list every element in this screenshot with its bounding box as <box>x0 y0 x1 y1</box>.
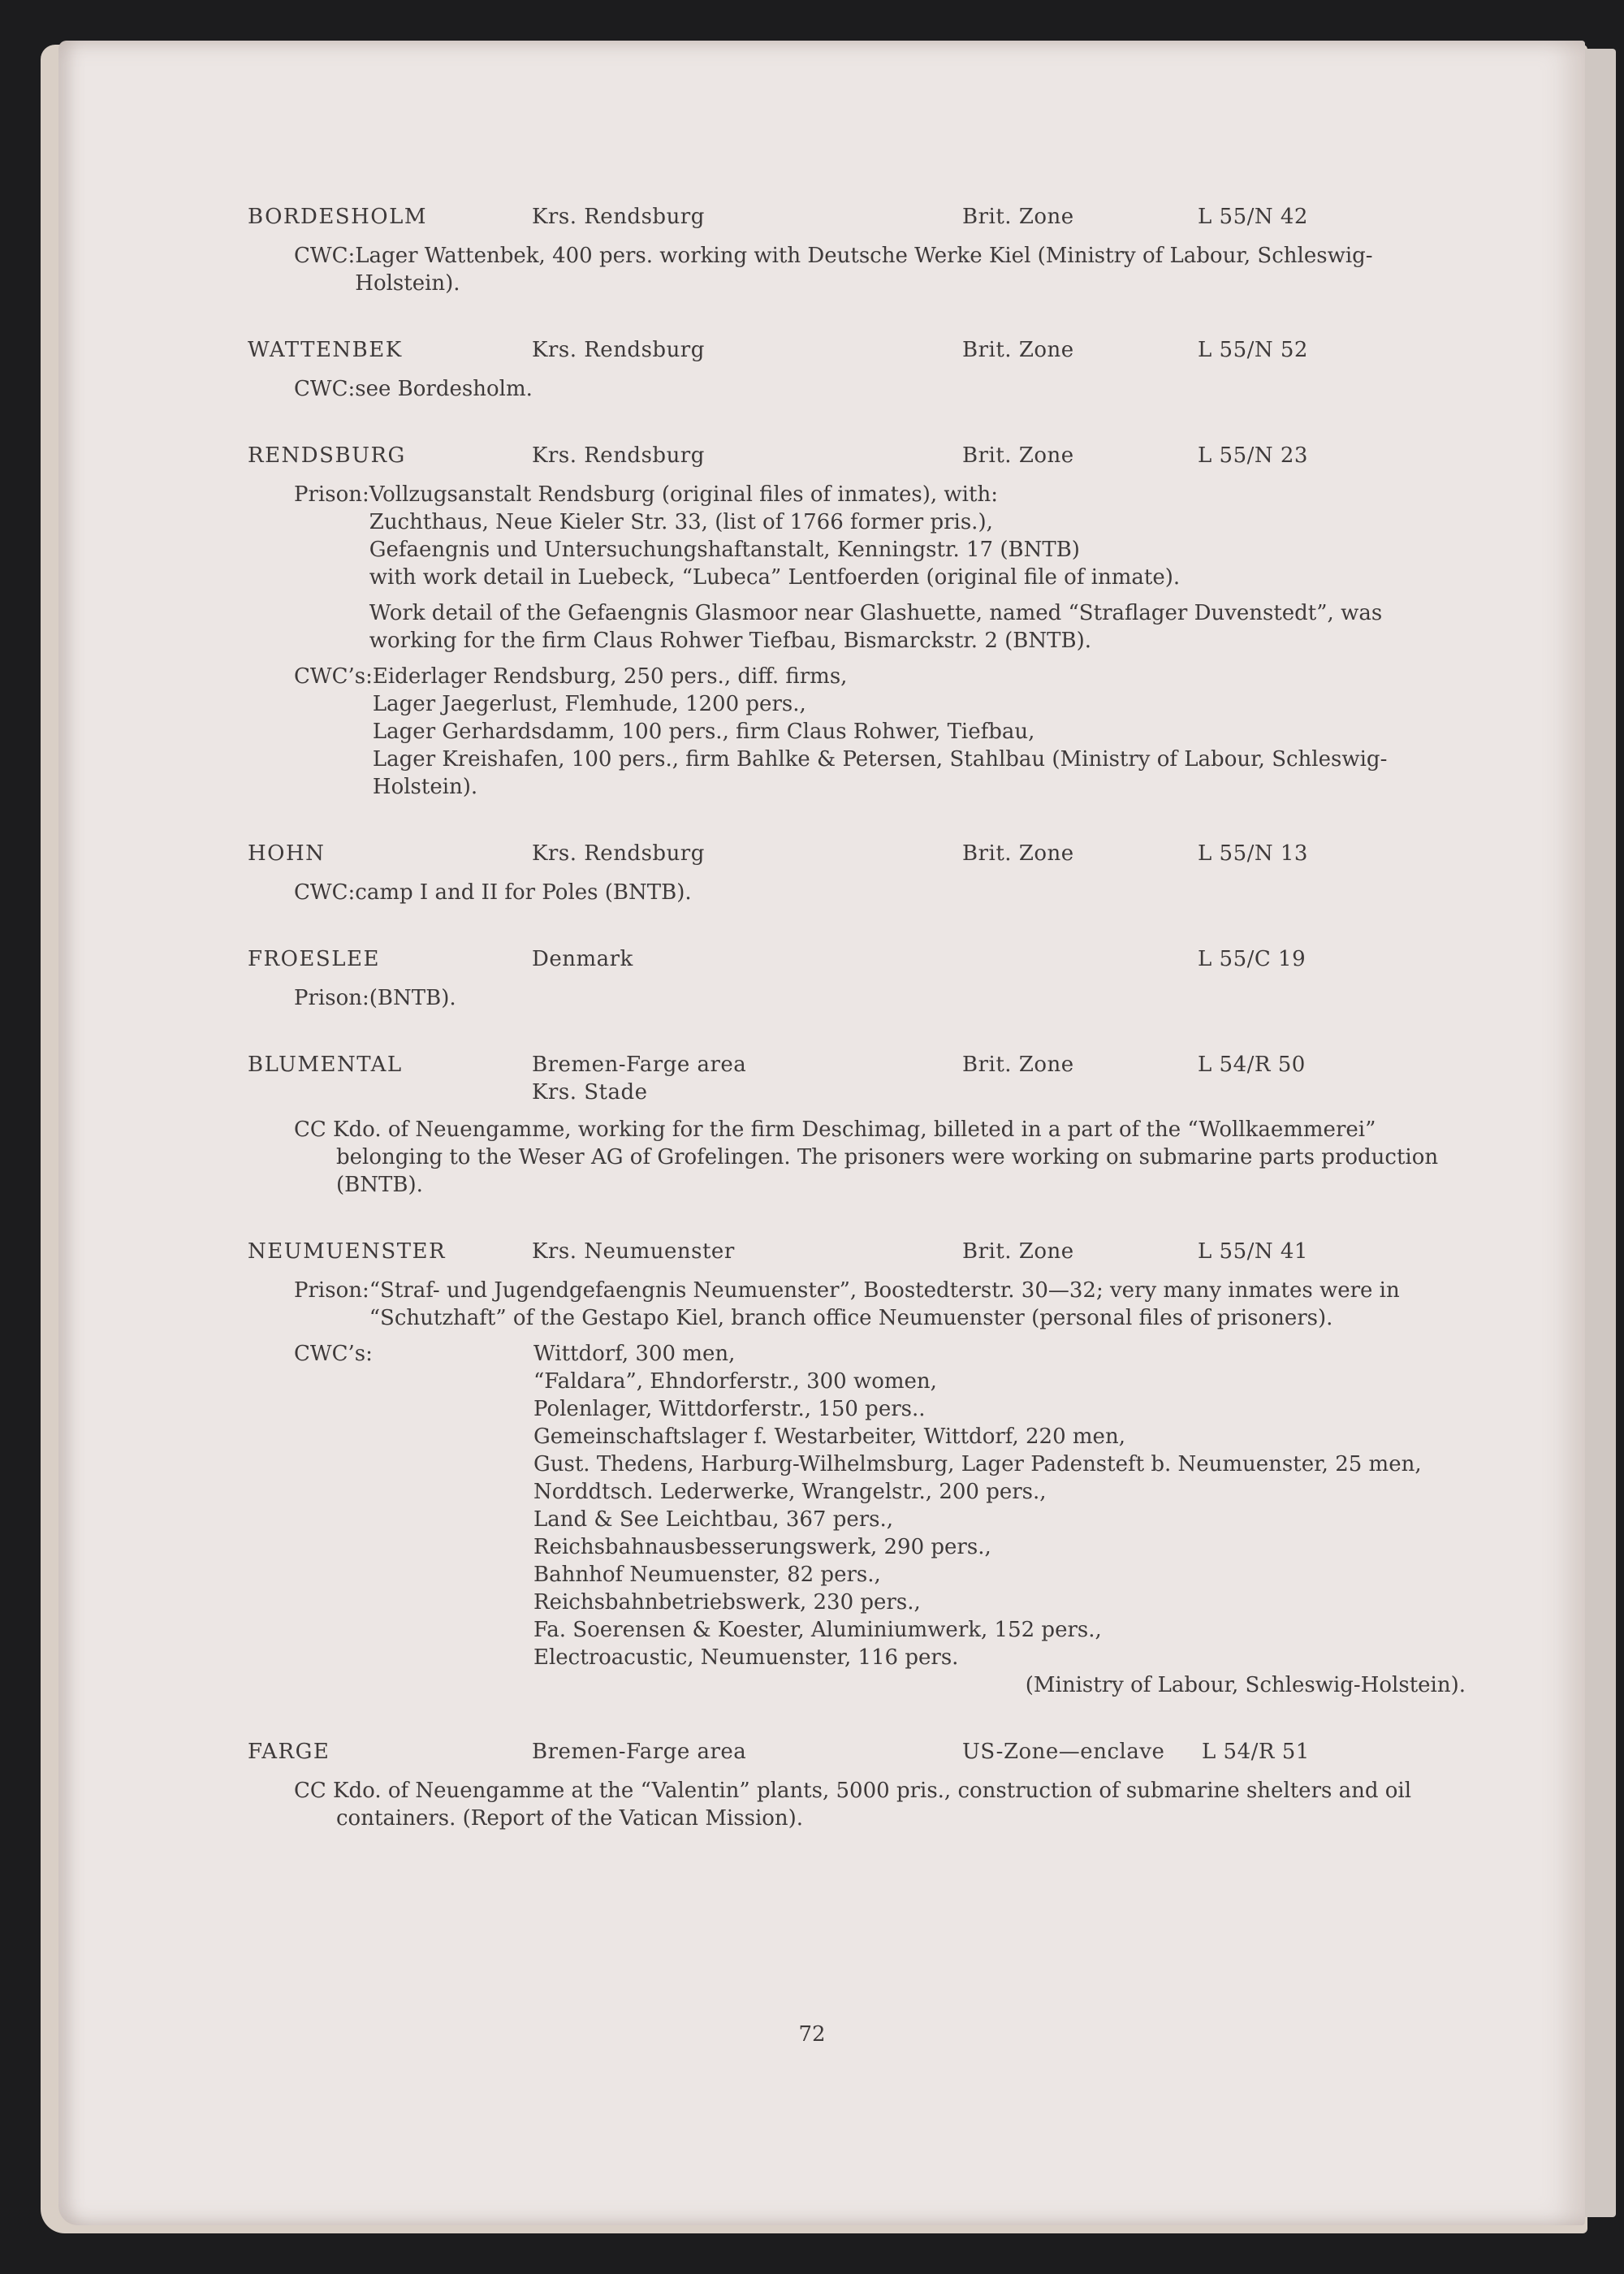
place-name: HOHN <box>248 841 326 866</box>
map-reference: L 55/N 23 <box>1198 443 1308 468</box>
prison-line: Gefaengnis und Untersuchungshaftanstalt, Kenningstr. 17 (BNTB) <box>369 538 1080 562</box>
zone: Brit. Zone <box>962 205 1074 229</box>
map-reference: L 54/R 51 <box>1202 1740 1310 1764</box>
district-line: Bremen-Farge area <box>532 1053 747 1077</box>
district: Krs. Rendsburg <box>532 338 705 362</box>
prison-section <box>294 481 1466 655</box>
zone: Brit. Zone <box>962 338 1074 362</box>
cwc-section <box>294 1340 1466 1699</box>
entry-header <box>248 203 1466 234</box>
entry-header <box>248 1051 1466 1108</box>
district-line: Krs. Stade <box>532 1080 648 1105</box>
entry-header <box>248 945 1466 976</box>
cwc-line: “Faldara”, Ehndorferstr., 300 women, <box>533 1369 937 1394</box>
zone: Brit. Zone <box>962 841 1074 866</box>
cwc-line: Land & See Leichtbau, 367 pers., <box>533 1507 894 1532</box>
cwc-line: Reichsbahnbetriebswerk, 230 pers., <box>533 1590 921 1615</box>
district: Krs. Rendsburg <box>532 841 705 866</box>
prison-section <box>294 1277 1466 1332</box>
section-text: (BNTB). <box>369 986 456 1010</box>
prison-line: with work detail in Luebeck, “Lubeca” Lentfoerden (original file of inmate). <box>369 565 1181 590</box>
cwc-line: Gemeinschaftslager f. Westarbeiter, Wittdorf, 220 men, <box>533 1424 1125 1449</box>
section-label: Prison: <box>294 1278 369 1303</box>
cwc-line: Lager Kreishafen, 100 pers., firm Bahlke & Petersen, Stahlbau (Ministry of Labour, Schleswig-Holstein). <box>372 747 1388 799</box>
cwc-line: Gust. Thedens, Harburg-Wilhelmsburg, Lager Padensteft b. Neumuenster, 25 men, <box>533 1452 1422 1476</box>
section-text: camp I and II for Poles (BNTB). <box>355 880 692 905</box>
cwc-section <box>294 242 1466 297</box>
entry-froeslee <box>248 945 1466 1012</box>
cwc-line: Wittdorf, 300 men, <box>533 1342 736 1366</box>
entry-neumuenster <box>248 1238 1466 1699</box>
place-name: WATTENBEK <box>248 338 403 362</box>
map-reference: L 54/R 50 <box>1198 1053 1306 1077</box>
entry-rendsburg <box>248 442 1466 801</box>
prison-section <box>294 984 1466 1012</box>
cwc-section <box>294 663 1466 801</box>
cc-section: CC Kdo. of Neuengamme at the “Valentin” plants, 5000 pris., construction of submarine shelters and oil containers. (Report of the Vatican Mission). <box>294 1779 1412 1831</box>
entry-header <box>248 336 1466 367</box>
section-label: CWC: <box>294 244 356 268</box>
place-name: NEUMUENSTER <box>248 1239 447 1264</box>
place-name: BORDESHOLM <box>248 205 427 229</box>
entry-bordesholm <box>248 203 1466 297</box>
map-reference: L 55/N 42 <box>1198 205 1308 229</box>
section-text: see Bordesholm. <box>355 377 533 401</box>
place-name: BLUMENTAL <box>248 1053 403 1077</box>
map-reference: L 55/N 13 <box>1198 841 1308 866</box>
page-number: 72 <box>798 2022 826 2047</box>
entry-wattenbek <box>248 336 1466 403</box>
entry-header <box>248 1738 1466 1769</box>
district <box>532 1051 746 1106</box>
district: Denmark <box>532 947 633 971</box>
district: Krs. Neumuenster <box>532 1239 735 1264</box>
prison-paragraph: Work detail of the Gefaengnis Glasmoor near Glashuette, named “Straflager Duvenstedt”, was working for the firm Claus Rohwer Tiefbau, Bismarckstr. 2 (BNTB). <box>369 601 1383 653</box>
section-text <box>373 663 1466 801</box>
cwc-source: (Ministry of Labour, Schleswig-Holstein). <box>1025 1673 1466 1697</box>
place-name: FROESLEE <box>248 947 380 971</box>
district: Krs. Rendsburg <box>532 443 705 468</box>
map-reference: L 55/N 41 <box>1198 1239 1308 1264</box>
cwc-line: Fa. Soerensen & Koester, Aluminiumwerk, 152 pers., <box>533 1618 1102 1642</box>
district: Krs. Rendsburg <box>532 205 705 229</box>
entry-header <box>248 840 1466 871</box>
section-label: CWC’s: <box>294 1342 373 1366</box>
cc-section: CC Kdo. of Neuengamme, working for the firm Deschimag, billeted in a part of the “Wollkaemmerei” belonging to the Weser AG of Grofelingen. The prisoners were working on submarine parts production (BNTB). <box>294 1118 1439 1197</box>
cwc-line: Lager Gerhardsdamm, 100 pers., firm Claus Rohwer, Tiefbau, <box>372 720 1035 744</box>
section-text: “Straf- und Jugendgefaengnis Neumuenster”, Boostedterstr. 30—32; very many inmates were in “Schutzhaft” of the Gestapo Kiel, branch office Neumuenster (personal files of prisoners). <box>369 1278 1400 1330</box>
section-label: Prison: <box>294 482 369 507</box>
zone: Brit. Zone <box>962 1239 1074 1264</box>
cwc-section <box>294 879 1466 906</box>
cwc-section <box>294 375 1466 403</box>
place-name: RENDSBURG <box>248 443 406 468</box>
entry-hohn <box>248 840 1466 906</box>
section-label: CWC: <box>294 880 356 905</box>
section-text: Lager Wattenbek, 400 pers. working with Deutsche Werke Kiel (Ministry of Labour, Schleswig-Holstein). <box>355 244 1373 296</box>
district: Bremen-Farge area <box>532 1740 747 1764</box>
cwc-line: Norddtsch. Lederwerke, Wrangelstr., 200 pers., <box>533 1480 1047 1504</box>
zone: Brit. Zone <box>962 1053 1074 1077</box>
section-label: CWC: <box>294 377 356 401</box>
facing-page-strip <box>1583 49 1616 2217</box>
entry-blumental <box>248 1051 1466 1199</box>
zone: Brit. Zone <box>962 443 1074 468</box>
section-text <box>533 1340 1466 1699</box>
cwc-line: Lager Jaegerlust, Flemhude, 1200 pers., <box>372 692 806 716</box>
place-name: FARGE <box>248 1740 330 1764</box>
zone: US-Zone—enclave <box>962 1740 1165 1764</box>
cwc-line: Electroacustic, Neumuenster, 116 pers. <box>533 1645 959 1670</box>
section-label: CWC’s: <box>294 664 373 689</box>
cwc-line: Bahnhof Neumuenster, 82 pers., <box>533 1563 881 1587</box>
map-reference: L 55/N 52 <box>1198 338 1308 362</box>
cwc-line: Polenlager, Wittdorferstr., 150 pers.. <box>533 1397 926 1421</box>
section-text <box>369 481 1466 655</box>
cwc-line: Reichsbahnausbesserungswerk, 290 pers., <box>533 1535 991 1559</box>
prison-line: Zuchthaus, Neue Kieler Str. 33, (list of 1766 former pris.), <box>369 510 993 534</box>
map-reference: L 55/C 19 <box>1198 947 1307 971</box>
prison-line: Vollzugsanstalt Rendsburg (original files of inmates), with: <box>369 482 998 507</box>
cwc-line: Eiderlager Rendsburg, 250 pers., diff. firms, <box>372 664 848 689</box>
entry-header <box>248 442 1466 473</box>
section-label: Prison: <box>294 986 369 1010</box>
entry-farge <box>248 1738 1466 1832</box>
page-content <box>248 203 1466 1871</box>
entry-header <box>248 1238 1466 1269</box>
